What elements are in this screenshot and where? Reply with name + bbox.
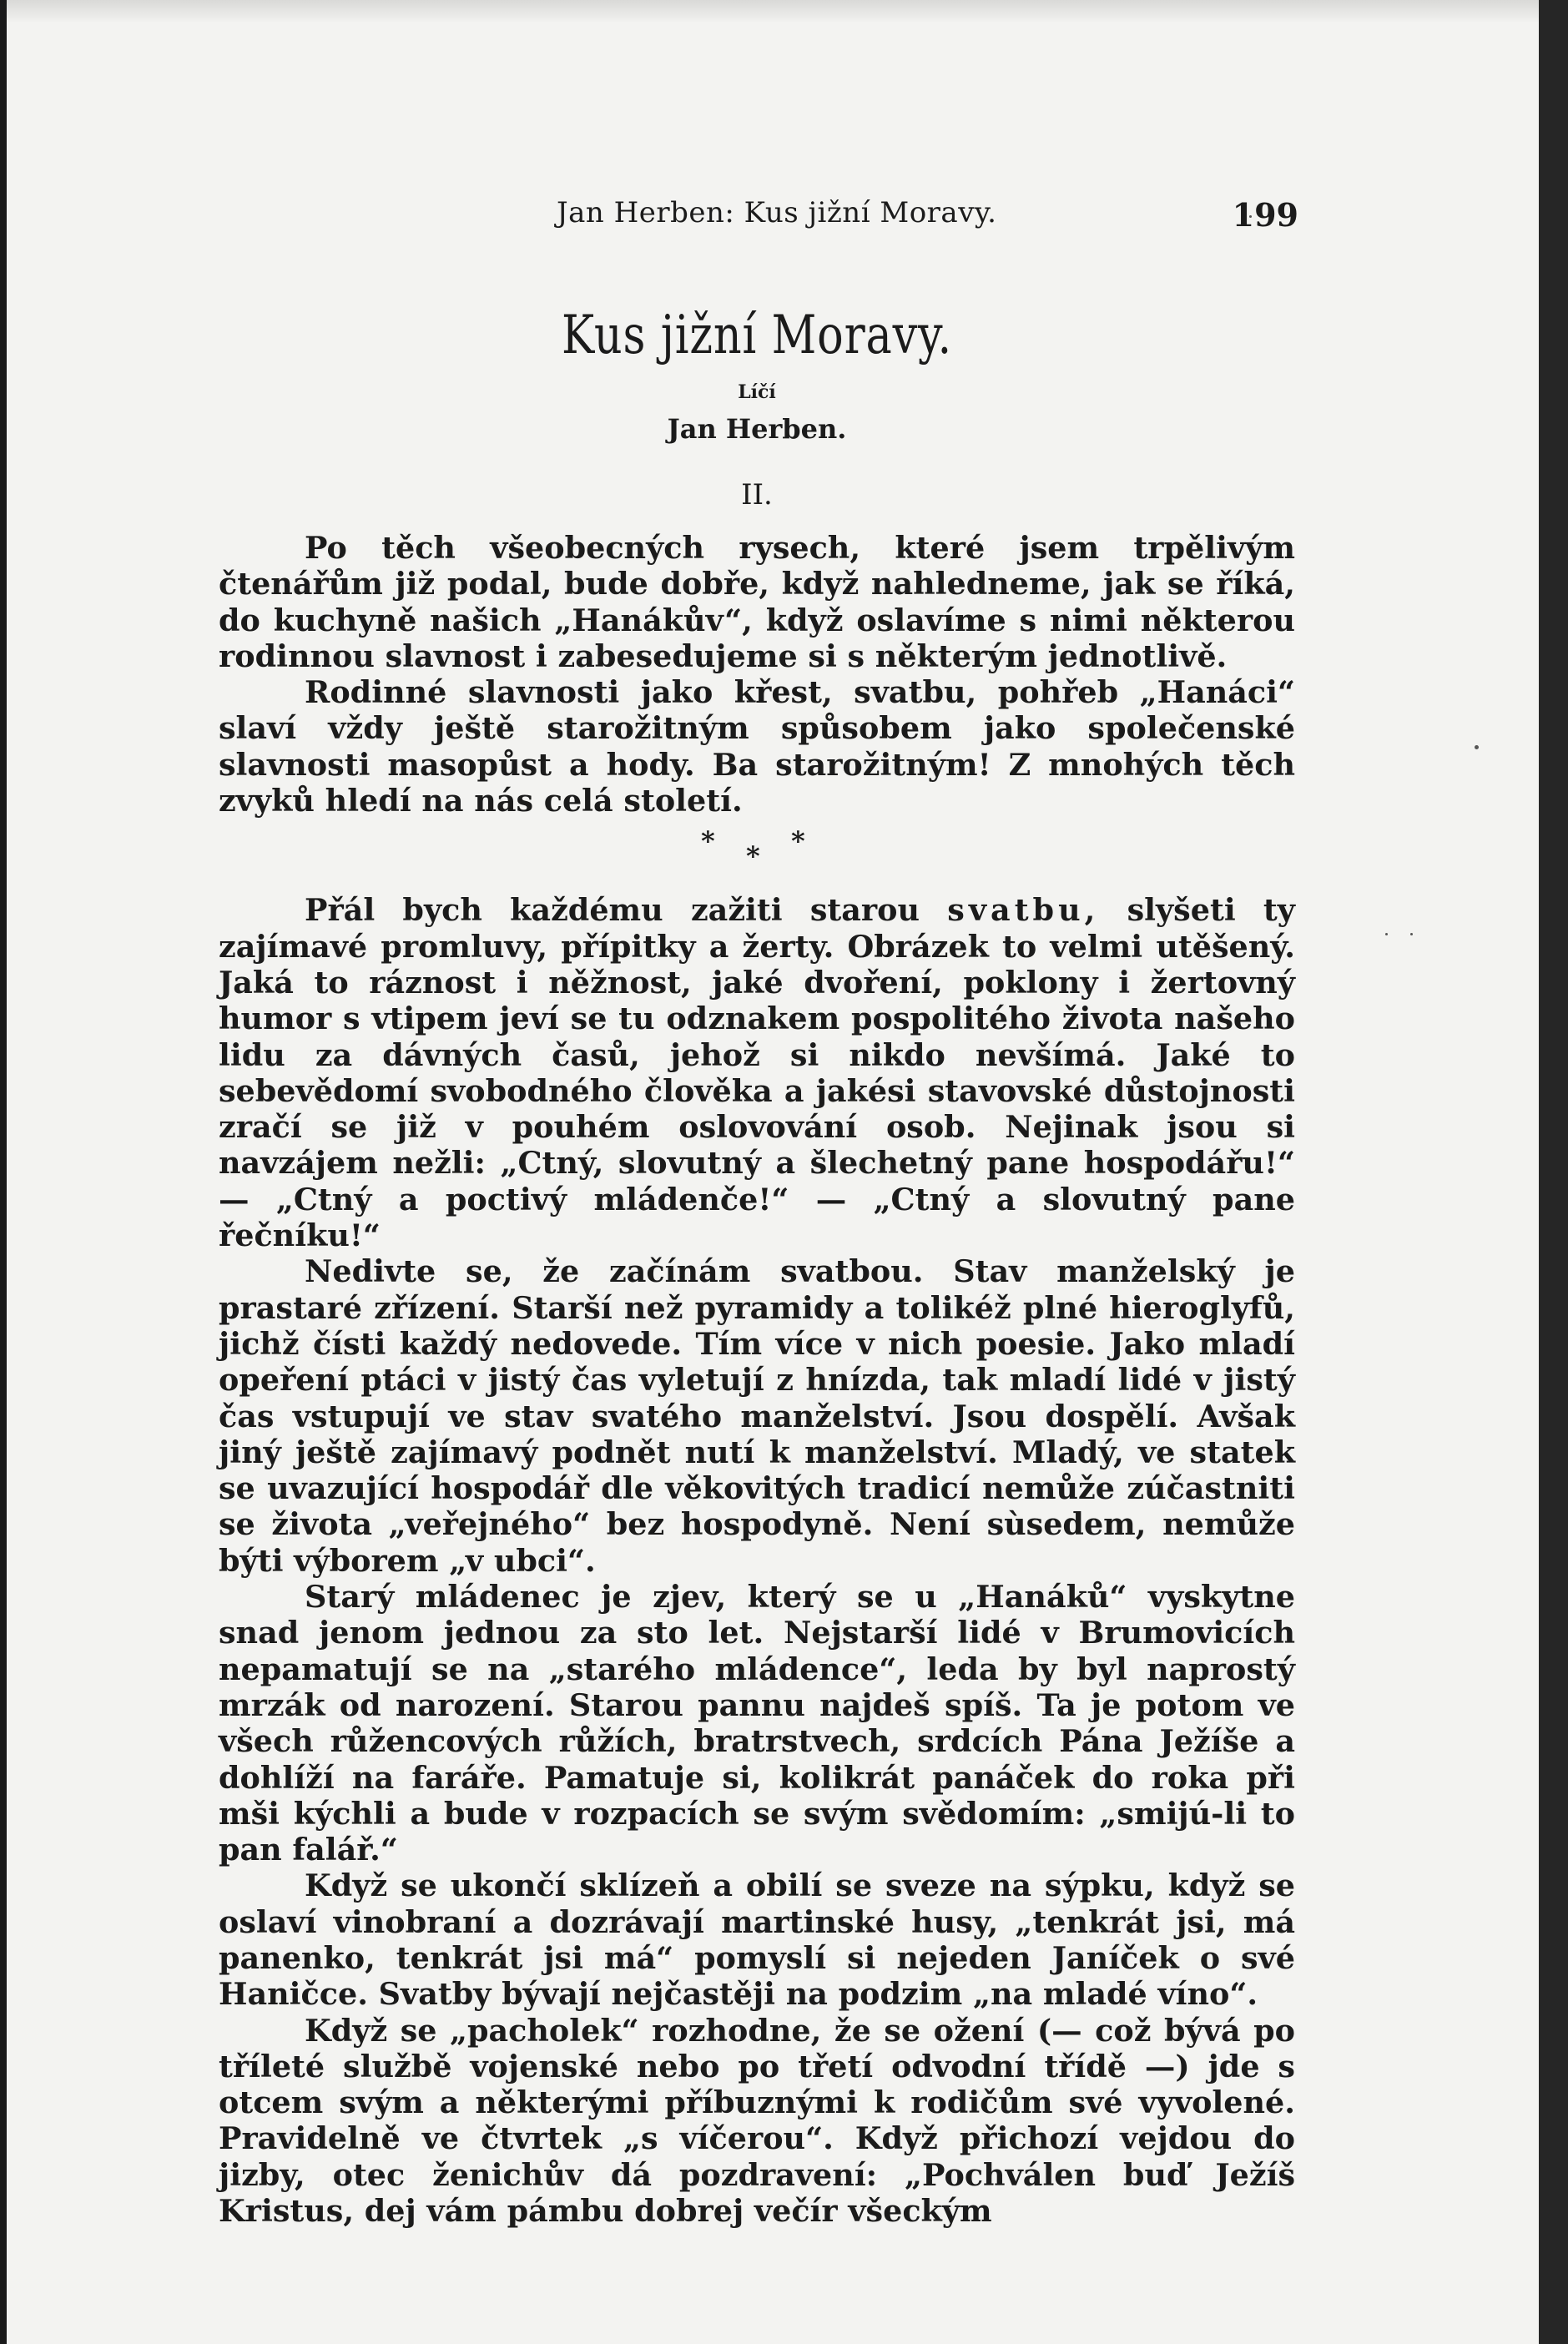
scan-speck [1385,933,1388,935]
paragraph-text: Přál bych každému zažiti starou [305,892,920,929]
paragraph: Starý mládenec je zjev, který se u „Hanáků“ vyskytne snad jenom jednou za sto let. Nejstarší lidé v Brumovicích nepamatují se na „starého mládence“, leda by byl naprostý mrzák od narození. Starou pannu najdeš spíš. Ta je potom ve všech růžencových růžích, bratrstvech, srdcích Pána Ježíše a dohlíží na faráře. Pamatuje si, kolikrát panáček do roka při mši kýchli a bude v rozpacích se svým svědomím: „smijú-li to pan falář.“ [219,1579,1295,1868]
paragraph: Rodinné slavnosti jako křest, svatbu, pohřeb „Hanáci“ slaví vždy ještě starožitným spůsobem jako společenské slavnosti masopůst a hody. Ba starožitným! Z mnohých těch zvyků hledí na nás celá století. [219,674,1295,819]
page-number: 199 [1232,196,1298,234]
running-header [219,179,1298,238]
running-title: Jan Herben: Kus jižní Moravy. [557,196,997,229]
scan-speck [1475,745,1479,749]
section-number: II. [741,478,773,512]
paragraph-text: slyšeti ty zajímavé promluvy, přípitky a žerty. Obrázek to velmi utěšený. Jaká to ráznost i něžnost, jaké dvoření, poklony i žertovný humor s vtipem jeví se tu odznakem pospolitého života našeho lidu za dávných časů, jehož si nikdo nevšímá. Jaké to sebevědomí svobodného člověka a jakési stavovské důstojnosti zračí se již v pouhém oslovování osob. Nejinak jsou si navzájem nežli: „Ctný, slovutný a šlechetný pane hospodářu!“ — „Ctný a poctivý mládenče!“ — „Ctný a slovutný pane řečníku!“ [219,892,1295,1254]
paragraph: Když se ukončí sklízeň a obilí se sveze na sýpku, když se oslaví vinobraní a dozrávají martinské husy, „tenkrát jsi, má panenko, tenkrát jsi má“ pomyslí si nejeden Janíček o své Haničce. Svatby bývají nejčastěji na podzim „na mladé víno“. [219,1868,1295,2013]
divider-star: * [701,825,715,858]
author-name: Jan Herben. [667,413,847,445]
paragraph: Po těch všeobecných rysech, které jsem trpělivým čtenářům již podal, bude dobře, když nahledneme, jak se říká, do kuchyně našich „Hanákův“, když oslavíme s nimi některou rodinnou slavnost i zabesedujeme si s některým jednotlivě. [219,530,1295,674]
byline-prefix: Líčí [738,381,776,403]
page-edge-shadow [1539,0,1568,2344]
divider-star: * [746,840,760,873]
divider-star: * [791,825,805,858]
page-top-shadow [7,0,1539,23]
article-title: Kus jižní Moravy. [561,305,953,366]
page-content [219,179,1298,2230]
paragraph [219,892,1295,1253]
scan-speck [1410,933,1413,935]
article-body [219,530,1295,2229]
paragraph: Když se „pacholek“ rozhodne, že se ožení (— což bývá po tříleté službě vojenské nebo po třetí odvodní třídě —) jde s otcem svým a některými příbuznými k rodičům své vyvolené. Pravidelně ve čtvrtek „s víčerou“. Když přichozí vejdou do jizby, otec ženichův dá pozdravení: „Pochválen buď Ježíš Kristus, dej vám pámbu dobrej večír všeckým [219,2012,1295,2230]
paragraph: Nedivte se, že začínám svatbou. Stav manželský je prastaré zřízení. Starší než pyramidy a tolikéž plné hieroglyfů, jichž čísti každý nedovede. Tím více v nich poesie. Jako mladí opeření ptáci v jistý čas vyletují z hnízda, tak mladí lidé v jistý čas vstupují ve stav svatého manželství. Jsou dospělí. Avšak jiný ještě zajímavý podnět nutí k manželství. Mladý, ve statek se uvazující hospodář dle věkovitých tradicí nemůže zúčastniti se života „veřejného“ bez hospodyně. Není sùsedem, nemůže býti výborem „v ubci“. [219,1253,1295,1579]
emphasized-word: svatbu, [947,892,1100,929]
section-divider [219,824,1295,882]
